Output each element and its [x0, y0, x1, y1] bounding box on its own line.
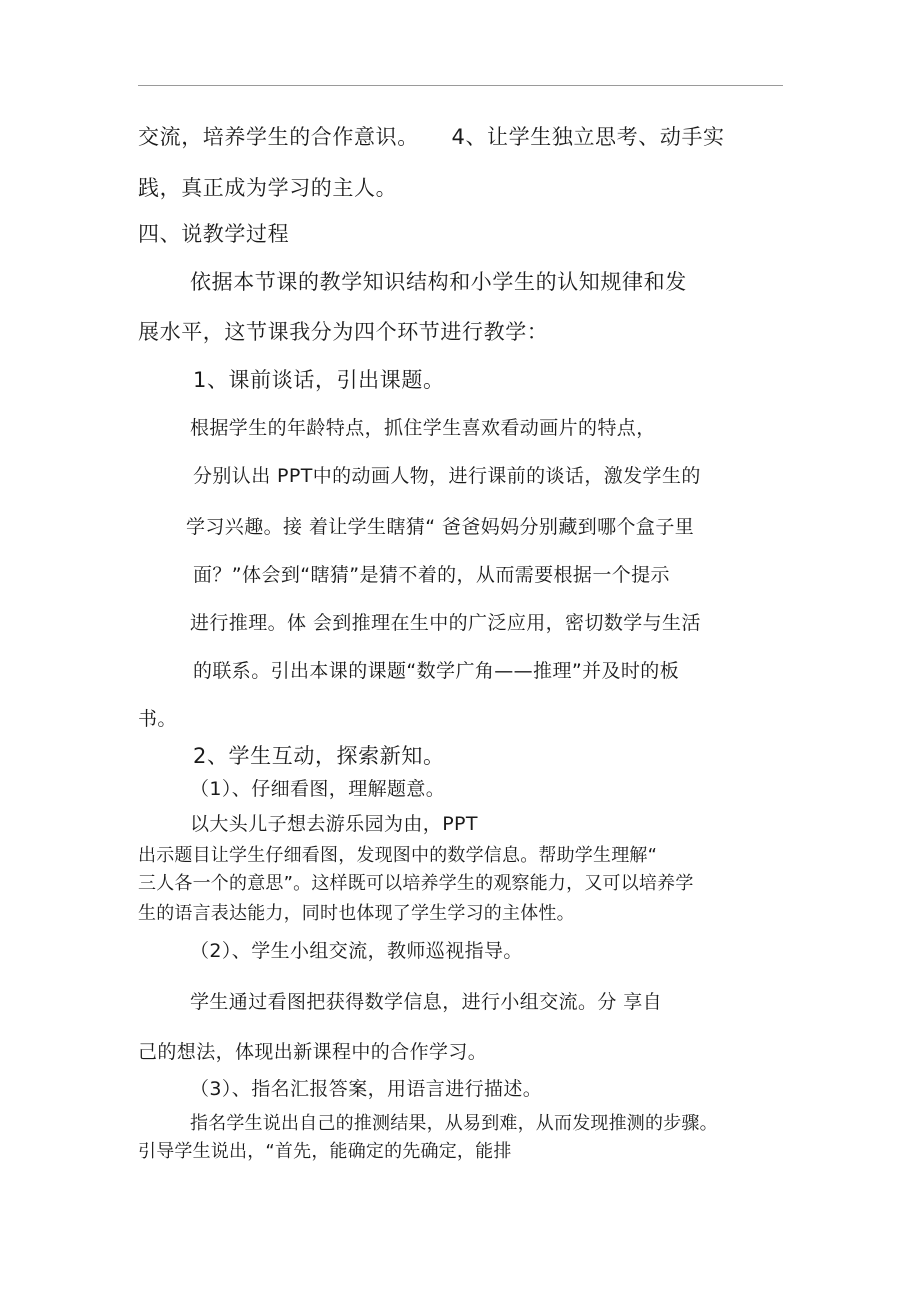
text-line: 展水平，这节课我分为四个环节进行教学：	[138, 320, 549, 344]
text-line: 依据本节课的教学知识结构和小学生的认知规律和发	[190, 270, 687, 294]
text-line: 生的语言表达能力，同时也体现了学生学习的主体性。	[138, 903, 575, 924]
text-line: 学习兴趣。接 着让学生瞎猜“ 爸爸妈妈分别藏到哪个盒子里	[186, 516, 695, 538]
text-line: 以大头儿子想去游乐园为由，PPT	[190, 813, 478, 835]
text-line: 出示题目让学生仔细看图，发现图中的数学信息。帮助学生理解“	[138, 845, 658, 866]
text-line: 面？”体会到“瞎猜”是猜不着的，从而需要根据一个提示	[193, 564, 670, 586]
text-line: （2）、学生小组交流，教师巡视指导。	[190, 940, 523, 962]
text-line: 学生通过看图把获得数学信息，进行小组交流。分 享自	[190, 991, 663, 1013]
text-line: 分别认出 PPT中的动画人物，进行课前的谈话，激发学生的	[193, 465, 701, 487]
text-line: 己的想法，体现出新课程中的合作学习。	[138, 1041, 488, 1063]
text-line: 的联系。引出本课的课题“数学广角——推理”并及时的板	[193, 660, 680, 682]
subsection-heading: 1、课前谈话，引出课题。	[193, 368, 445, 392]
text-line: 根据学生的年龄特点，抓住学生喜欢看动画片的特点，	[190, 417, 656, 439]
text-line: 践，真正成为学习的主人。	[138, 176, 398, 200]
text-line: 交流，培养学生的合作意识。 4、让学生独立思考、动手实	[138, 125, 725, 149]
text-line: 进行推理。体 会到推理在生中的广泛应用，密切数学与生活	[190, 612, 701, 634]
header-rule	[138, 85, 783, 86]
text-line: （1）、仔细看图，理解题意。	[190, 778, 446, 800]
subsection-heading: 2、学生互动，探索新知。	[193, 744, 445, 768]
text-line: 三人各一个的意思”。这样既可以培养学生的观察能力，又可以培养学	[138, 873, 694, 894]
text-line: 指名学生说出自己的推测结果，从易到难，从而发现推测的步骤。	[190, 1113, 718, 1134]
section-heading: 四、说教学过程	[138, 222, 290, 246]
text-line: 引导学生说出，“首先，能确定的先确定，能排	[138, 1141, 512, 1162]
text-line: （3）、指名汇报答案，用语言进行描述。	[190, 1078, 543, 1100]
text-line: 书。	[138, 708, 177, 730]
